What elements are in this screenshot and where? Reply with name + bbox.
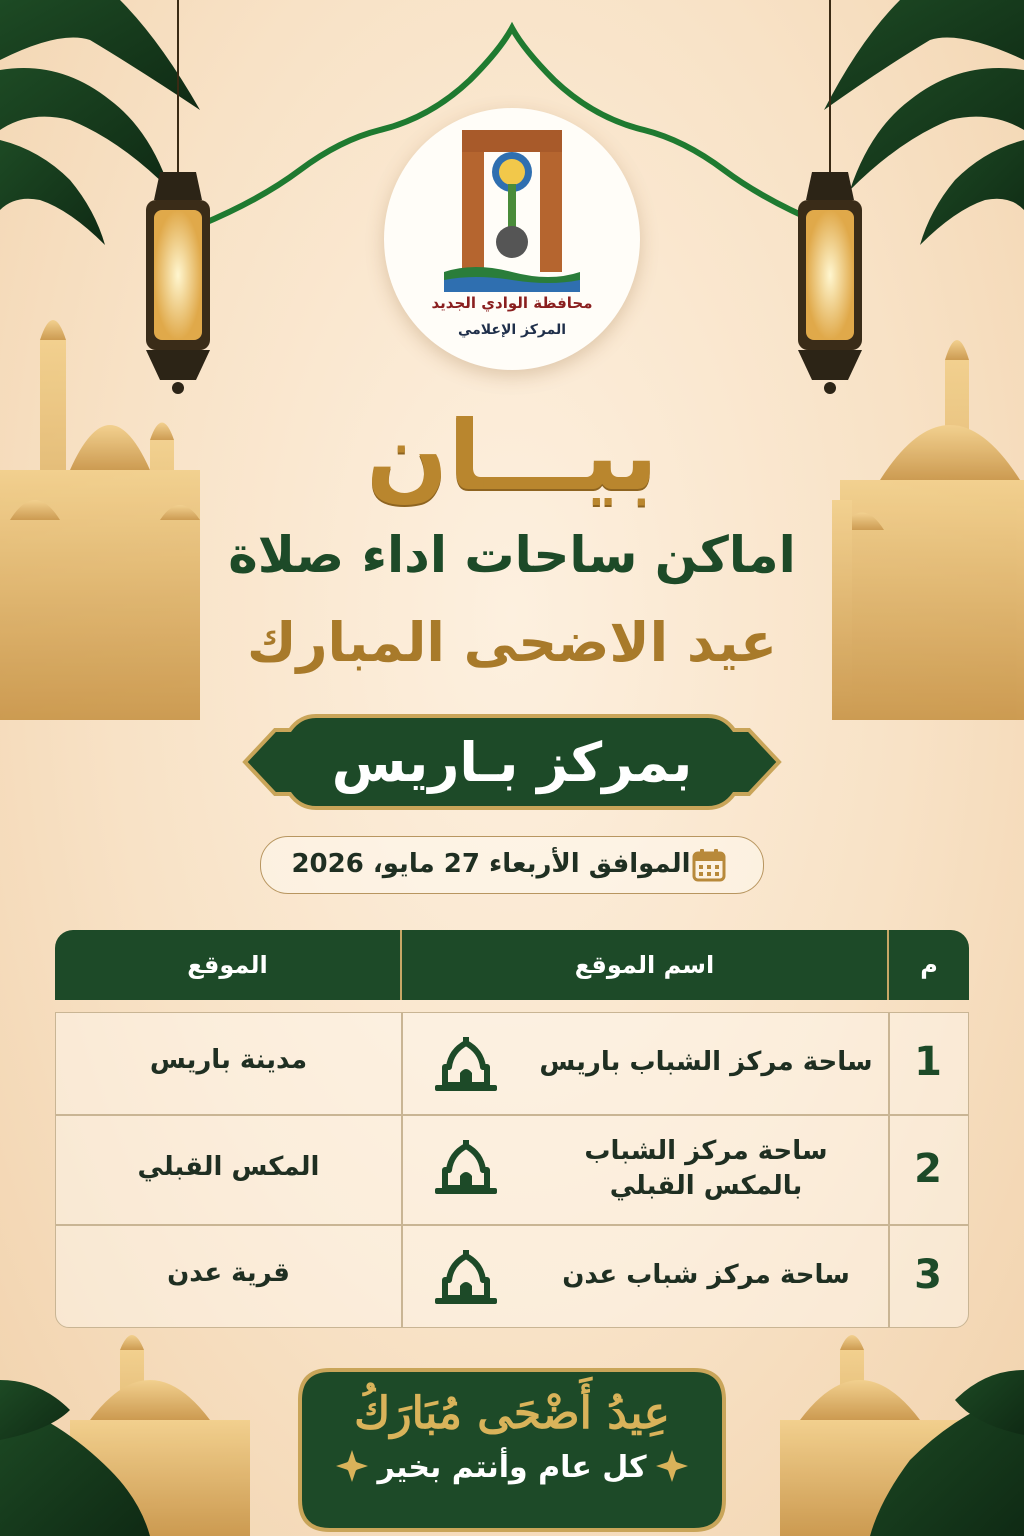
row-site-name: ساحة مركز الشباب باريس	[539, 1047, 873, 1077]
table-row	[56, 1226, 968, 1327]
mosque-icon	[431, 1136, 501, 1196]
logo-badge	[384, 108, 640, 370]
row-number: 2	[914, 1146, 942, 1192]
date-text: الموافق الأربعاء 27 مايو، 2026	[291, 849, 691, 879]
table-row	[56, 1116, 968, 1224]
logo-name: محافظة الوادي الجديد	[431, 294, 593, 312]
row-location: مدينة باريس	[149, 1045, 308, 1075]
header-name: اسم الموقع	[574, 951, 715, 979]
row-number: 3	[914, 1252, 942, 1298]
page-title: بيـــان	[366, 400, 658, 512]
header-location: الموقع	[187, 951, 268, 979]
title-line-2: اماكن ساحات اداء صلاة	[228, 526, 796, 584]
header-num: م	[920, 951, 938, 979]
lantern-right	[798, 0, 862, 394]
greeting-title: عِيدُ أَضْحَى مُبَارَكُ	[354, 1388, 670, 1439]
table-row	[56, 1013, 968, 1114]
table-header	[55, 930, 969, 1000]
calendar-icon	[691, 847, 727, 883]
row-location: قرية عدن	[167, 1258, 290, 1288]
table-body	[55, 1012, 969, 1328]
governorate-emblem-icon	[434, 122, 590, 292]
row-site-name: ساحة مركز الشباب بالمكس القبلي	[584, 1136, 828, 1202]
banner-label: بمركز بـاريس	[331, 731, 693, 794]
logo-subtitle: المركز الإعلامي	[457, 322, 567, 338]
row-number: 1	[914, 1039, 942, 1085]
row-site-name: ساحة مركز شباب عدن	[562, 1260, 850, 1290]
mosque-icon	[431, 1033, 501, 1093]
date-pill	[260, 836, 764, 894]
greeting-subtitle: كل عام وأنتم بخير	[377, 1450, 647, 1485]
mosque-icon	[431, 1246, 501, 1306]
row-location: المكس القبلي	[137, 1152, 320, 1182]
title-line-3: عيد الاضحى المبارك	[246, 611, 778, 674]
